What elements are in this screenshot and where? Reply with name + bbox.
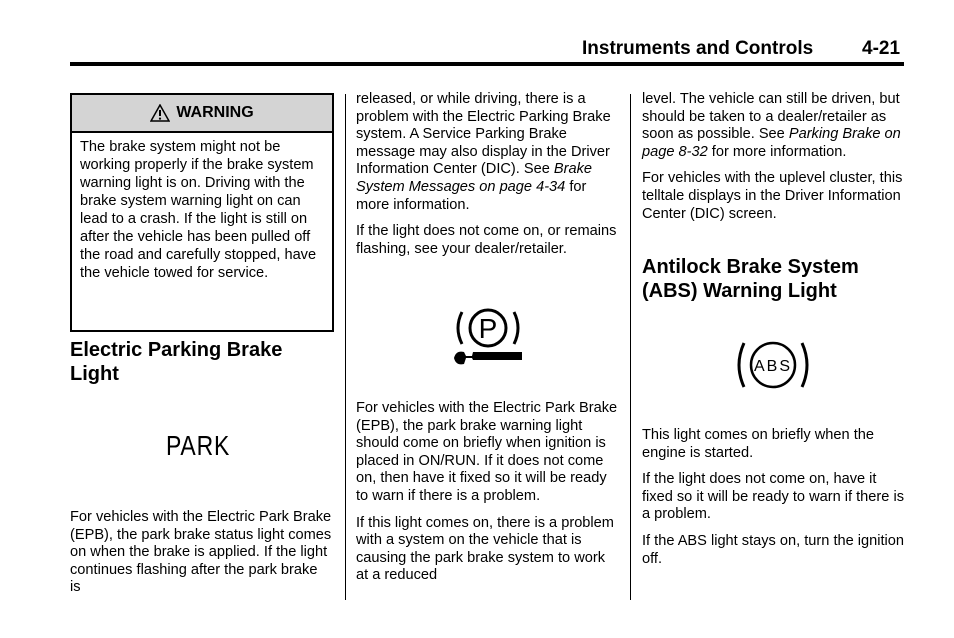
park-indicator-icon: PARK xyxy=(166,430,231,461)
col3-para1-text-a: level. The vehicle can still be driven, but should be taken to a dealer/retailer as soon as possible. See xyxy=(642,91,900,143)
abs-circle-icon xyxy=(736,340,810,390)
col2-para1-text-b: for more information. xyxy=(356,178,587,213)
header-rule xyxy=(70,62,904,66)
col2-para2: If the light does not come on, or remains flashing, see your dealer/retailer. xyxy=(356,223,617,257)
col3-para1-text-b: for more information. xyxy=(707,143,847,160)
col2-para1-text-a: released, or while driving, there is a problem with the Electric Parking Brake system. A Service Parking Brake message may also display in the Driver Information Center (DIC). See xyxy=(356,91,611,178)
epb-paragraph xyxy=(70,509,332,606)
epb-para1: For vehicles with the Electric Park Brake (EPB), the park brake status light comes on when the brake is applied. If the light continues flashing after the park brake is xyxy=(70,509,332,596)
warning-label: WARNING xyxy=(176,104,254,121)
brake-system-messages-link[interactable]: Brake System Messages on page 4-34 xyxy=(356,161,593,195)
warning-text: The brake system might not be working properly if the brake system warning light is on. Driving with the brake system warning light on can lead to a crash. If the light is still on after the vehicle has been pulled off the road and carefully stopped, have the vehicle towed for service. xyxy=(80,139,317,281)
service-icon-letter: P xyxy=(478,313,498,344)
col3-para1 xyxy=(642,91,906,161)
column-divider-1 xyxy=(345,94,346,600)
col2-bottom-text xyxy=(356,400,618,594)
warning-box xyxy=(70,93,334,332)
col2-para1 xyxy=(356,91,618,214)
abs-heading-line1: Antilock Brake System xyxy=(642,256,859,278)
col3-bottom-text xyxy=(642,427,906,577)
col2-para3: For vehicles with the Electric Park Brake (EPB), the park brake warning light should come on briefly when ignition is placed in ON/RUN. If it does not come on, then have it fixed so it will be ready to warn if there is a problem. xyxy=(356,400,618,504)
service-parking-brake-icon xyxy=(452,308,524,376)
column-divider-2 xyxy=(630,94,631,600)
warning-header xyxy=(72,95,332,133)
col3-top-text xyxy=(642,91,906,232)
abs-warning-icon xyxy=(736,340,810,390)
col3-para4: If the light does not come on, have it fixed so it will be ready to warn if there is a problem. xyxy=(642,471,904,523)
col3-para2: For vehicles with the uplevel cluster, this telltale displays in the Driver Information Center (DIC) screen. xyxy=(642,170,903,222)
abs-heading xyxy=(642,255,906,303)
section-title: Instruments and Controls xyxy=(582,38,814,59)
abs-icon-text: ABS xyxy=(753,358,793,375)
col2-top-text xyxy=(356,91,618,267)
parking-brake-link[interactable]: Parking Brake on page 8-32 xyxy=(642,126,901,160)
epb-heading-line2: Light xyxy=(70,363,119,385)
parking-brake-wrench-icon xyxy=(452,308,524,376)
col3-para5: If the ABS light stays on, turn the ignition off. xyxy=(642,532,905,567)
page-number: 4-21 xyxy=(862,38,901,59)
abs-heading-line2: (ABS) Warning Light xyxy=(642,280,837,302)
warning-triangle-icon xyxy=(150,104,170,122)
col3-para3: This light comes on briefly when the engine is started. xyxy=(642,427,874,461)
col2-para4: If this light comes on, there is a problem with a system on the vehicle that is causing the park brake system to work at a reduced xyxy=(356,514,614,584)
epb-heading xyxy=(70,338,340,386)
epb-heading-line1: Electric Parking Brake xyxy=(70,339,283,361)
